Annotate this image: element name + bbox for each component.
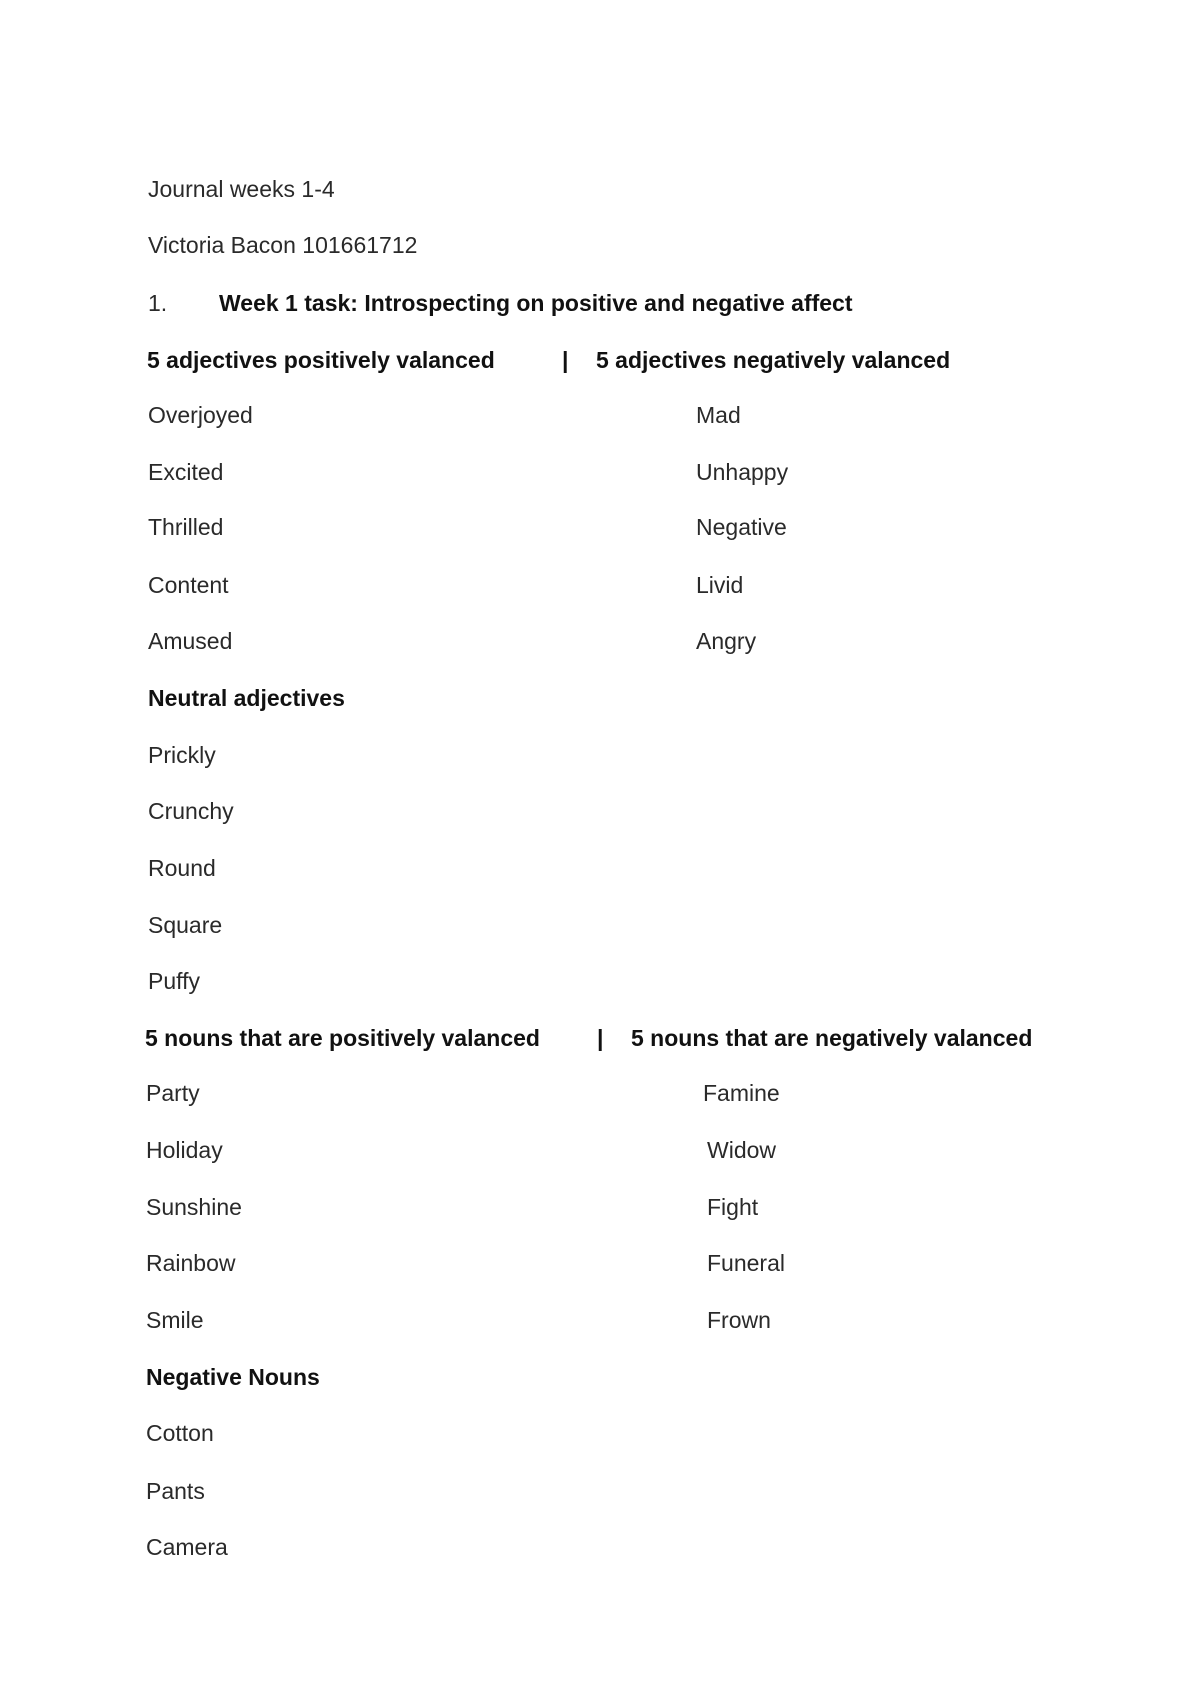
negative-noun: Frown — [707, 1307, 771, 1333]
positive-noun: Sunshine — [146, 1194, 242, 1220]
document-title: Journal weeks 1-4 — [148, 176, 335, 202]
positive-adjective: Overjoyed — [148, 402, 253, 428]
nouns-positive-header: 5 nouns that are positively valanced — [145, 1025, 540, 1051]
positive-noun: Smile — [146, 1307, 204, 1333]
negative-adjective: Mad — [696, 402, 741, 428]
negative-adjective: Unhappy — [696, 459, 789, 485]
positive-noun: Rainbow — [146, 1250, 236, 1276]
negative-nouns-item: Cotton — [146, 1420, 214, 1446]
adjectives-header-separator: | — [562, 347, 569, 373]
neutral-adjective: Square — [148, 912, 223, 938]
section-heading: Week 1 task: Introspecting on positive and negative affect — [219, 290, 853, 316]
negative-noun: Fight — [707, 1194, 759, 1220]
positive-adjective: Excited — [148, 459, 224, 485]
negative-noun: Widow — [707, 1137, 777, 1163]
section-number: 1. — [148, 290, 168, 316]
negative-nouns-item: Camera — [146, 1534, 228, 1560]
positive-adjective: Amused — [148, 628, 233, 654]
neutral-adjective: Prickly — [148, 742, 216, 768]
positive-adjective: Thrilled — [148, 514, 224, 540]
positive-noun: Holiday — [146, 1137, 223, 1163]
neutral-adjective: Round — [148, 855, 216, 881]
negative-adjective: Livid — [696, 572, 744, 598]
adjectives-negative-header: 5 adjectives negatively valanced — [596, 347, 951, 373]
neutral-adjective: Puffy — [148, 968, 200, 994]
negative-adjective: Angry — [696, 628, 757, 654]
author-line: Victoria Bacon 101661712 — [148, 232, 418, 258]
negative-noun: Funeral — [707, 1250, 785, 1276]
positive-adjective: Content — [148, 572, 229, 598]
negative-nouns-item: Pants — [146, 1478, 205, 1504]
nouns-header-separator: | — [597, 1025, 604, 1051]
neutral-adjective: Crunchy — [148, 798, 234, 824]
negative-adjective: Negative — [696, 514, 787, 540]
negative-noun: Famine — [703, 1080, 780, 1106]
nouns-negative-header: 5 nouns that are negatively valanced — [631, 1025, 1033, 1051]
adjectives-positive-header: 5 adjectives positively valanced — [147, 347, 495, 373]
neutral-adjectives-heading: Neutral adjectives — [148, 685, 345, 711]
negative-nouns-heading: Negative Nouns — [146, 1364, 320, 1390]
positive-noun: Party — [146, 1080, 200, 1106]
